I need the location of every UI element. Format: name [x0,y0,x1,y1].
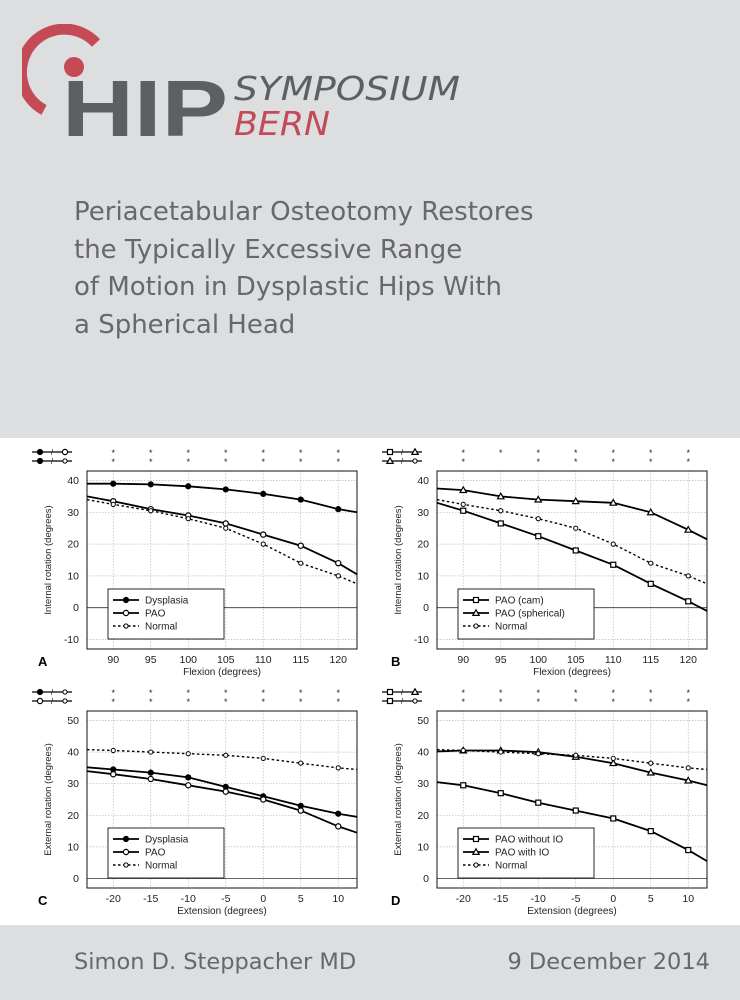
significance-star: * [186,697,191,707]
legend-label: PAO (cam) [495,595,544,607]
significance-star: * [111,688,116,698]
significance-marker [63,459,67,463]
y-axis-label: External rotation (degrees) [393,743,404,856]
y-tick-label: -10 [413,633,429,646]
significance-star: * [186,457,191,467]
significance-star: * [336,448,341,458]
legend-label: Normal [145,621,178,633]
significance-star: * [611,457,616,467]
x-tick-label: 110 [604,654,622,666]
y-tick-label: -10 [63,633,79,646]
y-tick-label: 10 [67,841,79,854]
significance-marker [37,449,42,454]
y-axis-label: Internal rotation (degrees) [393,505,404,615]
data-point [686,599,691,604]
significance-star: * [686,697,691,707]
significance-star: * [498,688,503,698]
significance-marker [387,458,393,464]
data-point [223,521,228,526]
significance-star: * [111,448,116,458]
x-tick-label: 10 [682,893,695,905]
significance-marker [388,699,393,704]
significance-star: * [498,697,503,707]
significance-slash: / [50,688,54,697]
x-tick-label: 0 [260,893,267,905]
data-point [223,487,228,492]
significance-star: * [536,697,541,707]
y-tick-label: 10 [417,570,429,583]
significance-star: * [536,457,541,467]
significance-star: * [298,448,303,458]
y-tick-label: 20 [67,809,79,822]
data-point [686,766,690,770]
significance-marker [63,690,67,694]
significance-star: * [611,688,616,698]
figure-panel [0,438,740,925]
data-point [574,753,578,757]
data-point [261,756,265,760]
data-point [149,509,153,513]
header [0,0,740,438]
legend-marker [474,837,479,842]
data-point [611,816,616,821]
legend-marker [123,610,128,615]
footer [0,925,740,1000]
significance-star: * [686,688,691,698]
significance-star: * [573,448,578,458]
data-point [261,491,266,496]
data-point [336,574,340,578]
legend-label: PAO [145,847,166,859]
significance-slash: / [50,697,54,706]
data-point [611,542,615,546]
x-tick-label: 5 [647,893,654,905]
y-tick-label: 40 [67,475,79,488]
presentation-date: 9 December 2014 [507,949,710,975]
data-point [186,517,190,521]
significance-star: * [336,697,341,707]
legend-marker [474,598,479,603]
legend-marker [123,849,128,854]
legend-marker [474,863,478,867]
chart-panel-d [382,688,707,917]
significance-star: * [261,457,266,467]
x-tick-label: -15 [143,893,159,905]
data-point [223,789,228,794]
y-tick-label: 0 [423,602,429,615]
data-point [611,756,615,760]
data-point [111,748,115,752]
y-axis-label: Internal rotation (degrees) [43,505,54,615]
data-point [536,752,540,756]
y-tick-label: 0 [73,873,79,886]
panel-label: C [38,893,48,908]
x-tick-label: 120 [679,654,698,666]
data-point [573,808,578,813]
legend-label: PAO without IO [495,834,564,846]
logo-symposium-text: SYMPOSIUM [234,69,460,108]
data-point [499,509,503,513]
data-point [498,791,503,796]
significance-marker [37,689,42,694]
x-tick-label: -5 [221,893,231,905]
significance-star: * [536,688,541,698]
legend-label: Dysplasia [145,595,189,607]
x-tick-label: 120 [329,654,348,666]
data-point [224,526,228,530]
y-tick-label: 10 [67,570,79,583]
significance-star: * [298,697,303,707]
legend-label: PAO (spherical) [495,608,565,620]
significance-star: * [336,457,341,467]
significance-star: * [148,457,153,467]
data-point [186,783,191,788]
legend-label: Normal [145,860,178,872]
significance-marker [37,458,42,463]
x-tick-label: 105 [566,654,585,666]
x-tick-label: 110 [254,654,272,666]
data-point [148,776,153,781]
significance-star: * [573,697,578,707]
x-tick-label: -5 [571,893,581,905]
title-line: a Spherical Head [74,309,296,340]
legend-label: Dysplasia [145,834,189,846]
significance-star: * [648,448,653,458]
significance-star: * [461,457,466,467]
data-point [649,761,653,765]
significance-star: * [298,457,303,467]
y-tick-label: 30 [67,506,79,519]
significance-star: * [461,688,466,698]
y-tick-label: 20 [417,809,429,822]
significance-star: * [148,697,153,707]
legend-label: Normal [495,860,528,872]
y-tick-label: 10 [417,841,429,854]
x-tick-label: -15 [493,893,509,905]
significance-star: * [611,697,616,707]
slide-title [74,194,674,344]
y-tick-label: 40 [67,746,79,759]
significance-star: * [223,448,228,458]
author-name: Simon D. Steppacher MD [74,949,357,975]
y-tick-label: 50 [67,714,79,727]
significance-star: * [686,457,691,467]
significance-star: * [111,457,116,467]
y-tick-label: 30 [417,778,429,791]
significance-star: * [261,688,266,698]
y-tick-label: 30 [67,778,79,791]
significance-star: * [186,688,191,698]
x-tick-label: 100 [529,654,548,666]
hip-symposium-bern-logo [22,24,482,154]
data-point [686,848,691,853]
significance-star: * [111,697,116,707]
y-tick-label: 40 [417,746,429,759]
data-point [536,800,541,805]
data-point [111,481,116,486]
significance-star: * [223,688,228,698]
data-point [574,526,578,530]
x-tick-label: 115 [292,654,310,666]
panel-label: B [391,654,401,669]
significance-star: * [261,697,266,707]
significance-star: * [573,457,578,467]
significance-star: * [223,457,228,467]
significance-marker [388,690,393,695]
logo-bern-text: BERN [234,104,330,143]
significance-star: * [261,448,266,458]
x-tick-label: 5 [297,893,304,905]
legend-label: PAO with IO [495,847,550,859]
x-tick-label: -20 [105,893,121,905]
chart-panel-c [32,688,357,917]
x-axis-label: Flexion (degrees) [533,667,611,678]
significance-star: * [648,697,653,707]
data-point [186,484,191,489]
data-point [573,548,578,553]
y-tick-label: 40 [417,475,429,488]
significance-marker [412,689,418,695]
significance-star: * [148,688,153,698]
y-tick-label: 0 [423,873,429,886]
x-tick-label: -20 [455,893,471,905]
significance-star: * [648,457,653,467]
x-tick-label: -10 [180,893,196,905]
significance-star: * [648,688,653,698]
data-point [299,561,303,565]
title-line: Periacetabular Osteotomy Restores [74,197,534,227]
title-line: of Motion in Dysplastic Hips With [74,272,502,302]
legend-label: PAO [145,608,166,620]
significance-star: * [498,448,503,458]
significance-star: * [611,448,616,458]
data-point [336,561,341,566]
legend-label: Normal [495,621,528,633]
y-tick-label: 20 [417,538,429,551]
significance-star: * [223,697,228,707]
data-point [224,753,228,757]
data-point [298,808,303,813]
significance-star: * [186,448,191,458]
significance-star: * [573,688,578,698]
x-tick-label: 10 [332,893,345,905]
data-point [148,482,153,487]
data-point [461,748,465,752]
significance-marker [413,699,417,703]
x-tick-label: 90 [107,654,120,666]
data-point [261,542,265,546]
data-point [336,766,340,770]
significance-marker [388,450,393,455]
data-point [536,517,540,521]
x-tick-label: 95 [494,654,507,666]
data-point [336,507,341,512]
x-tick-label: 105 [216,654,235,666]
data-point [186,775,191,780]
data-point [461,502,465,506]
chart-panel-a [32,448,357,678]
x-tick-label: 100 [179,654,198,666]
significance-marker [37,698,42,703]
x-axis-label: Flexion (degrees) [183,667,261,678]
data-point [298,543,303,548]
significance-star: * [336,688,341,698]
legend-marker [474,624,478,628]
y-tick-label: 0 [73,602,79,615]
significance-slash: / [50,457,54,466]
data-point [111,772,116,777]
data-point [111,502,115,506]
significance-marker [62,449,67,454]
data-point [261,532,266,537]
data-point [461,783,466,788]
legend-marker [124,863,128,867]
data-point [298,497,303,502]
rom-charts [0,438,740,925]
logo-hip-text: HIP [62,64,228,153]
significance-slash: / [400,688,404,697]
x-axis-label: Extension (degrees) [177,906,267,917]
data-point [686,574,690,578]
data-point [148,770,153,775]
data-point [611,562,616,567]
data-point [149,750,153,754]
data-point [498,521,503,526]
x-axis-label: Extension (degrees) [527,906,617,917]
data-point [648,581,653,586]
title-line: the Typically Excessive Range [74,234,463,265]
legend-marker [123,836,128,841]
significance-star: * [461,697,466,707]
y-tick-label: 20 [67,538,79,551]
significance-marker [413,459,417,463]
data-point [299,761,303,765]
x-tick-label: -10 [530,893,546,905]
significance-slash: / [400,697,404,706]
significance-marker [63,699,67,703]
significance-slash: / [50,448,54,457]
x-tick-label: 115 [642,654,660,666]
significance-star: * [148,448,153,458]
data-point [461,508,466,513]
data-point [186,752,190,756]
significance-star: * [686,448,691,458]
y-axis-label: External rotation (degrees) [43,743,54,856]
panel-label: A [38,654,48,669]
data-point [536,534,541,539]
data-point [336,811,341,816]
x-tick-label: 90 [457,654,470,666]
x-tick-label: 95 [144,654,157,666]
significance-marker [412,449,418,455]
data-point [499,750,503,754]
legend-marker [124,624,128,628]
chart-panel-b [382,448,707,678]
data-point [649,561,653,565]
significance-star: * [298,688,303,698]
x-tick-label: 0 [610,893,617,905]
data-point [648,829,653,834]
panel-label: D [391,893,401,908]
y-tick-label: 50 [417,714,429,727]
data-point [261,797,266,802]
significance-star: * [461,448,466,458]
significance-slash: / [400,457,404,466]
significance-star: * [536,448,541,458]
significance-slash: / [400,448,404,457]
legend-marker [123,597,128,602]
data-point [336,824,341,829]
y-tick-label: 30 [417,506,429,519]
